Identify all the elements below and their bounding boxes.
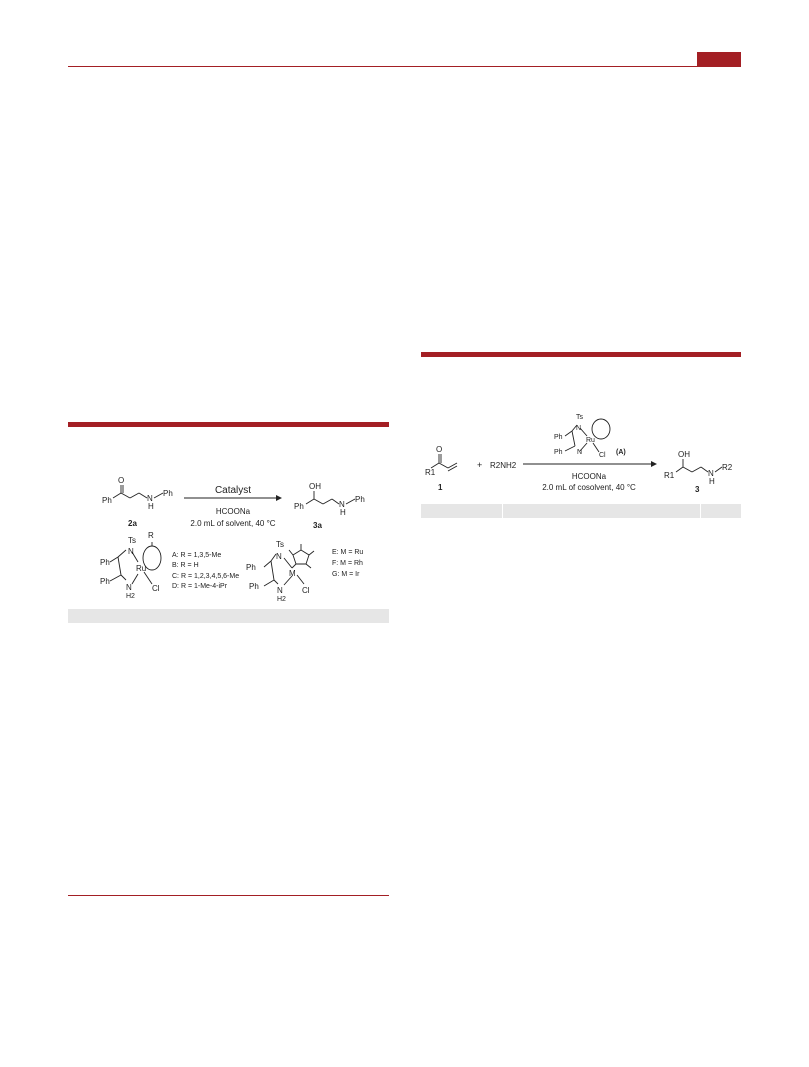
catalyst-ru: Ru: [136, 564, 147, 573]
3-r2: R2: [722, 463, 733, 472]
scheme1-arrowhead: [276, 495, 282, 501]
header-tab: [697, 52, 741, 66]
3-nitrogen: N: [708, 469, 714, 478]
3-hydrogen: H: [709, 477, 715, 486]
scheme2-catalyst-label: (A): [616, 449, 626, 456]
scheme2-reagent: HCOONa: [571, 472, 607, 481]
catalyst-cp-metal-structure: [264, 544, 314, 586]
legend-c: C: R = 1,2,3,4,5,6-Me: [172, 573, 240, 580]
catalyst-cl: Cl: [152, 584, 160, 593]
catalyst2-nh2: N: [277, 586, 283, 595]
scheme2-ph-lower: Ph: [554, 449, 563, 456]
scheme1-top-rule: [68, 422, 389, 427]
scheme2-header-divider-1: [502, 504, 503, 518]
catalyst-ru-arene-structure: [110, 542, 161, 584]
catalyst2-ph-lower: Ph: [249, 582, 259, 591]
scheme2-top-rule: [421, 352, 741, 357]
scheme2-ph-upper: Ph: [554, 434, 563, 441]
scheme1-conditions: 2.0 mL of solvent, 40 °C: [190, 519, 276, 528]
scheme2-cl: Cl: [599, 452, 606, 459]
scheme2-ts: Ts: [576, 414, 583, 421]
product-3-structure: [676, 459, 722, 472]
scheme2-plus: +: [477, 460, 483, 470]
1-r1: R1: [425, 468, 436, 477]
catalyst2-h2: H2: [277, 596, 286, 603]
3a-hydroxyl: OH: [309, 482, 321, 491]
scheme2-figure: [421, 414, 741, 502]
scheme2-ru: Ru: [586, 437, 595, 444]
reactant-label-2a: 2a: [128, 519, 137, 528]
3-hydroxyl: OH: [678, 450, 690, 459]
scheme2-conditions: 2.0 mL of cosolvent, 40 °C: [542, 483, 636, 492]
3a-ph-right: Ph: [355, 495, 365, 504]
scheme1-figure: [68, 470, 389, 606]
3-r1: R1: [664, 471, 675, 480]
left-bottom-rule: [68, 895, 389, 896]
scheme2-nh2: N: [577, 449, 583, 456]
catalyst2-m: M: [289, 569, 296, 578]
legend-d: D: R = 1-Me-4-iPr: [172, 583, 228, 590]
catalyst-n: N: [128, 547, 134, 556]
catalyst-nh2: N: [126, 583, 132, 592]
scheme2-table-header: [421, 504, 741, 518]
scheme2-catalyst-structure: [565, 419, 610, 452]
scheme2-header-divider-2: [700, 504, 701, 518]
catalyst-ts: Ts: [128, 536, 136, 545]
product-label-3: 3: [695, 485, 700, 494]
product-label-3a: 3a: [313, 521, 322, 530]
scheme1-catalyst-label: Catalyst: [214, 485, 252, 496]
legend-f: F: M = Rh: [332, 560, 363, 567]
2a-hydrogen: H: [148, 502, 154, 511]
reactant-2a-structure: [113, 485, 163, 498]
legend-e: E: M = Ru: [332, 549, 364, 556]
scheme2-amine: R2NH2: [490, 461, 517, 470]
reactant-label-1: 1: [438, 483, 443, 492]
header-rule: [68, 66, 741, 67]
2a-oxygen: O: [118, 476, 125, 485]
1-oxygen: O: [436, 445, 443, 454]
catalyst-r: R: [148, 531, 154, 540]
product-3a-structure: [306, 491, 355, 504]
catalyst2-cl: Cl: [302, 586, 310, 595]
2a-ph-right: Ph: [163, 489, 173, 498]
2a-nitrogen: N: [147, 494, 153, 503]
scheme1-reagent: HCOONa: [215, 507, 251, 516]
scheme2-n: N: [576, 425, 582, 432]
scheme2-arrowhead: [651, 461, 657, 467]
catalyst2-n: N: [276, 552, 282, 561]
scheme1-table-header: [68, 609, 389, 623]
legend-a: A: R = 1,3,5-Me: [172, 552, 222, 559]
legend-g: G: M = Ir: [332, 571, 360, 578]
catalyst2-ts: Ts: [276, 540, 284, 549]
catalyst-ph-upper: Ph: [100, 558, 110, 567]
legend-b: B: R = H: [172, 562, 199, 569]
catalyst-ph-lower: Ph: [100, 577, 110, 586]
3a-nitrogen: N: [339, 500, 345, 509]
catalyst-h2: H2: [126, 593, 135, 600]
3a-hydrogen: H: [340, 508, 346, 517]
catalyst2-ph-upper: Ph: [246, 563, 256, 572]
3a-ph-left: Ph: [294, 502, 304, 511]
2a-ph-left: Ph: [102, 496, 112, 505]
